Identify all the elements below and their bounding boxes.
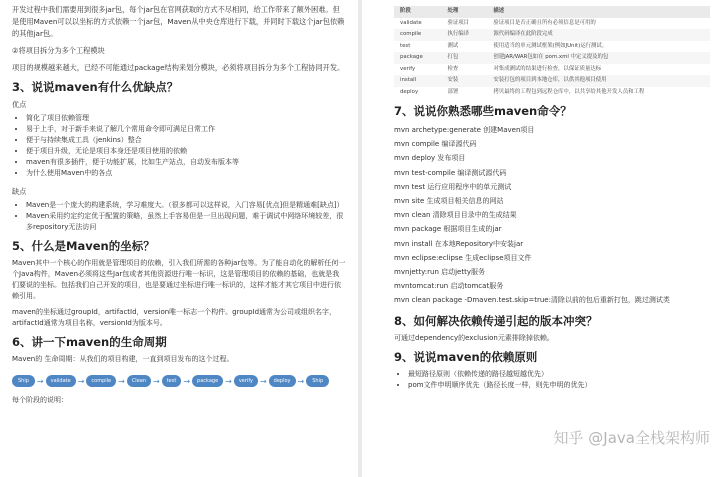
flow-node: validate	[46, 375, 76, 387]
table-row	[394, 87, 710, 99]
lifecycle-table	[394, 6, 710, 98]
table-cell: test	[400, 42, 411, 49]
table-cell: 安装	[447, 77, 459, 83]
command-item: mvnjetty:run 启动jetty服务	[394, 268, 485, 277]
arrow-icon: →	[297, 376, 305, 386]
flow-node: deploy	[269, 375, 296, 387]
right-page	[362, 0, 720, 477]
list-item: • 最短路径原则（依赖传递的路径越短越优先）	[408, 369, 710, 380]
command-item: mvn package 根据项目生成的jar	[394, 225, 502, 234]
flow-node: Ship	[12, 375, 35, 387]
table-row	[394, 41, 710, 53]
flow-node: package	[192, 375, 223, 387]
table-cell: 测试	[447, 42, 459, 49]
heading-pros-cons: 3、说说maven有什么优缺点？	[12, 80, 179, 94]
heading-lifecycle: 6、讲一下maven的生命周期	[12, 335, 167, 349]
table-cell: package	[400, 54, 423, 60]
table-row	[394, 75, 710, 87]
table-cell: 验证项目	[447, 19, 470, 26]
lifecycle-flow-diagram	[12, 375, 346, 387]
table-cell: validate	[400, 19, 422, 26]
flow-node: test	[162, 375, 182, 387]
table-cell: 使用适当的单元测试框架(例如JUnit)运行测试。	[493, 42, 608, 49]
flow-node: verify	[234, 375, 258, 387]
heading-version-conflict: 8、如何解决依赖传递引起的版本冲突？	[394, 313, 598, 328]
table-cell: 检查	[447, 65, 459, 72]
list-item: • 简化了项目依赖管理	[26, 113, 346, 124]
arrow-icon: →	[118, 376, 125, 386]
command-item: mvn install 在本地Repository中安装jar	[394, 239, 524, 248]
cons-list	[12, 200, 346, 233]
list-item: • 便于与持续集成工具（jenkins）整合	[26, 135, 346, 146]
table-cell: 打包	[447, 54, 459, 60]
command-item: mvn deploy 发布项目	[394, 154, 466, 163]
arrow-icon: →	[36, 376, 44, 386]
command-item: mvntomcat:run 启动tomcat服务	[394, 282, 504, 291]
cons-title: 缺点	[12, 187, 27, 196]
arrow-icon: →	[153, 376, 160, 386]
column-header: 处理	[447, 8, 459, 14]
command-item: mvn test 运行应用程序中的单元测试	[394, 182, 512, 191]
command-item: mvn test-compile 编译测试源代码	[394, 168, 507, 177]
arrow-icon: →	[225, 376, 232, 386]
table-cell: install	[400, 77, 417, 83]
command-item: mvn eclipse:eclipse 生成eclipse项目文件	[394, 253, 532, 262]
command-item: mvn site 生成项目相关信息的网站	[394, 197, 504, 206]
list-item: • maven有很多插件，便于功能扩展，比如生产站点，自动发布版本等	[26, 157, 346, 168]
table-cell: deploy	[400, 88, 419, 95]
command-item: mvn clean 清除项目目录中的生成结果	[394, 211, 517, 220]
heading-dependency-principles: 9、说说maven的依赖原则	[394, 349, 538, 364]
coordinates-detail: maven的坐标通过groupId，artifactId，version唯一标志一个构件。groupId通常为公司或组织名字，artifactId通常为项目名称，versionId为版本号。	[12, 308, 337, 327]
table-cell: 对集成测试的结果进行检查，以保证质量达标	[493, 65, 602, 72]
command-item: mvn compile 编译源代码	[394, 140, 477, 149]
list-item: • Maven是一个庞大的构建系统，学习难度大。（很多都可以这样说，入门容易[优点]但是精通难[缺点]）	[26, 200, 346, 211]
flow-node: Ship	[306, 375, 329, 387]
table-cell: verify	[400, 65, 416, 72]
column-header: 阶段	[400, 8, 411, 14]
pros-title: 优点	[12, 100, 27, 109]
arrow-icon: →	[77, 376, 85, 386]
table-row	[394, 18, 710, 30]
table-cell: 源代码编译在此阶段完成	[493, 31, 553, 37]
conflict-paragraph: 可通过dependency的exclusion元素排除掉依赖。	[394, 333, 554, 342]
command-item: mvn clean package -Dmaven.test.skip=true:清除以前的包后重新打包，跳过测试类	[394, 296, 670, 305]
table-row	[394, 29, 710, 41]
left-page	[0, 0, 358, 477]
flow-node: Clean	[127, 375, 151, 387]
arrow-icon: →	[183, 376, 191, 386]
list-item: • 为什么使用Maven中的各点	[26, 168, 346, 179]
table-cell: 安装打包的项目到本地仓库，以供其他项目使用	[493, 77, 607, 83]
arrow-icon: →	[259, 376, 267, 386]
principles-list	[394, 369, 710, 391]
pros-list	[12, 113, 346, 179]
column-header: 描述	[493, 8, 505, 14]
command-item: mvn archetype:generate 创建Maven项目	[394, 126, 535, 134]
list-item: • 便于项目升级，无论是项目本身还是项目使用的依赖	[26, 146, 346, 157]
module-split-heading: ②将项目拆分为多个工程模块	[12, 46, 105, 55]
table-cell: 部署	[447, 88, 459, 95]
table-cell: 验证项目是否正确且所有必须信息是可用的	[493, 19, 596, 26]
intro-paragraph: 开发过程中我们需要用到很多jar包，每个jar包在官网获取的方式不尽相同，给工作带来了额外困难。但是使用Maven可以以坐标的方式依赖一个jar包，Maven从中央仓库进行下载，并同时下载这个jar包依赖的其他jar包。	[12, 5, 345, 38]
table-header-row	[394, 6, 710, 18]
table-cell: 执行编译	[447, 31, 470, 37]
table-cell: compile	[400, 31, 422, 37]
table-cell: 创建JAR/WAR包如在 pom.xml 中定义提及的包	[493, 54, 609, 60]
table-cell: 拷贝最终的工程包到远程仓库中，以共享给其他开发人员和工程	[493, 88, 645, 95]
list-item: • 易于上手，对于新手来说了解几个常用命令即可满足日常工作	[26, 124, 346, 135]
heading-coordinates: 5、什么是Maven的坐标？	[12, 239, 155, 253]
watermark: 知乎 @Java全栈架构师	[553, 429, 710, 447]
list-item: • Maven采用约定约定优于配置的策略，虽然上手容易但是一旦出现问题，难于调试中网络环境较差，很多repository无法访问	[26, 211, 346, 233]
list-item: • pom文件申明顺序优先（路径长度一样，则先申明的优先）	[408, 380, 710, 391]
module-split-paragraph: 项目的规模越来越大，已经不可能通过package结构来划分模块，必须将项目拆分为多个工程协同开发。	[12, 63, 345, 72]
lifecycle-paragraph: Maven的 生命周期：从我们的项目构建，一直到项目发布的这个过程。	[12, 355, 234, 363]
table-row	[394, 52, 710, 64]
table-row	[394, 64, 710, 76]
flow-node: compile	[86, 375, 116, 387]
coordinates-paragraph: Maven其中一个核心的作用就是管理项目的依赖，引入我们所需的各种jar包等。为了能自动化的解析任何一个Java构件，Maven必须将这些Jar包或者其他资源进行唯一标识，这是管理项目的依赖的基础，也就是我们要说的坐标。包括我们自己开发的项目，也是要通过坐标进行唯一标识的，这样才能才其它项目中进行依赖引用。	[12, 259, 346, 300]
command-list	[394, 123, 710, 308]
stages-caption: 每个阶段的说明：	[12, 396, 68, 404]
heading-maven-commands: 7、说说你熟悉哪些maven命令？	[394, 104, 572, 118]
